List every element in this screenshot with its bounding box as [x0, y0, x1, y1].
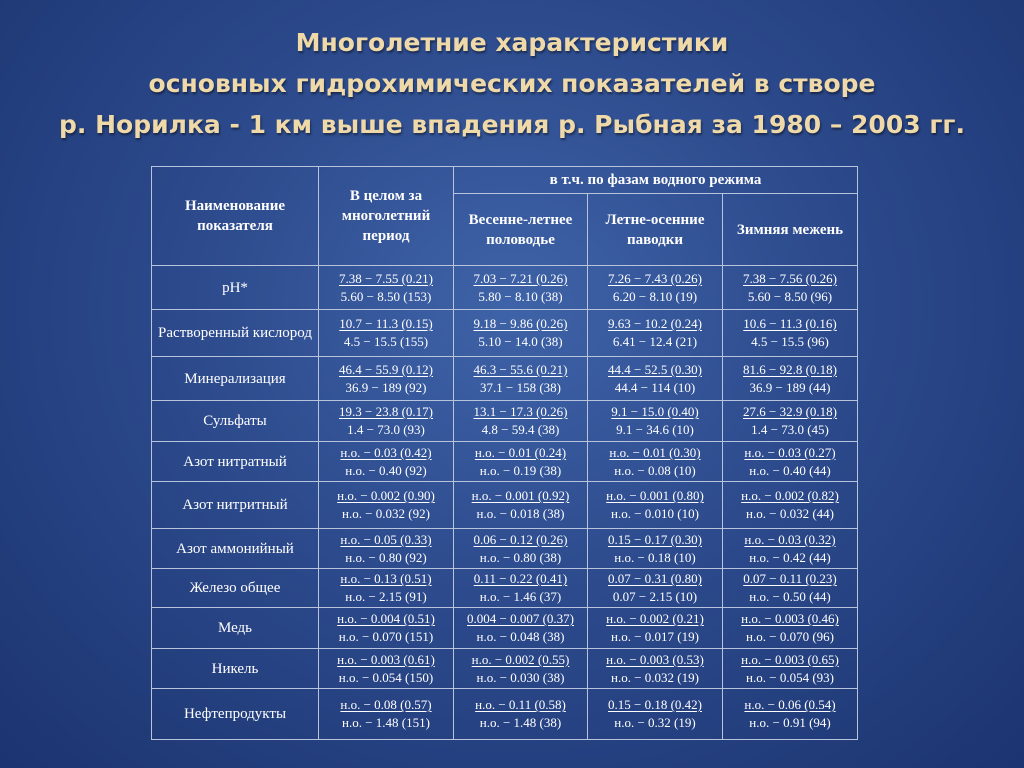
- range-value: н.о. − 0.42 (44): [749, 549, 831, 565]
- value-cell-winter: [723, 401, 858, 442]
- range-value: н.о. − 0.048 (38): [476, 629, 565, 644]
- range-value: н.о. − 0.80 (38): [479, 549, 562, 565]
- range-value: 36.9 − 189 (92): [345, 379, 427, 395]
- value-cell-winter: [723, 608, 858, 649]
- mean-interval-value: н.о. − 0.002 (0.90): [337, 488, 435, 503]
- value-cell-winter: [723, 310, 858, 357]
- value-cell-spring: [454, 266, 588, 310]
- table-body: [152, 266, 858, 740]
- mean-interval-value: н.о. − 0.11 (0.58): [475, 697, 566, 712]
- value-cell-overall: [319, 266, 454, 310]
- value-cell-overall: [319, 569, 454, 608]
- range-value: 5.80 − 8.10 (38): [478, 288, 563, 304]
- value-cell-winter: [723, 266, 858, 310]
- value-cell-winter: [723, 689, 858, 740]
- mean-interval-value: н.о. − 0.001 (0.80): [606, 488, 704, 503]
- mean-interval-value: н.о. − 0.003 (0.53): [606, 651, 704, 667]
- table-row: [152, 569, 858, 608]
- range-value: 5.10 − 14.0 (38): [478, 334, 563, 349]
- value-cell-winter: [723, 482, 858, 529]
- table-row: [152, 482, 858, 529]
- mean-interval-value: н.о. − 0.002 (0.21): [606, 611, 704, 626]
- range-value: 44.4 − 114 (10): [614, 379, 696, 395]
- mean-interval-value: 0.06 − 0.12 (0.26): [473, 531, 568, 547]
- range-value: 36.9 − 189 (44): [749, 379, 831, 395]
- value-cell-overall: [319, 482, 454, 529]
- mean-interval-value: 7.38 − 7.56 (0.26): [743, 270, 838, 286]
- value-cell-summer: [588, 442, 723, 482]
- range-value: 6.20 − 8.10 (19): [612, 288, 698, 304]
- range-value: 4.5 − 15.5 (96): [751, 334, 829, 349]
- mean-interval-value: 27.6 − 32.9 (0.18): [743, 404, 838, 419]
- header-indicator-name: Наименование показателя: [152, 167, 319, 266]
- mean-interval-value: 0.11 − 0.22 (0.41): [473, 571, 568, 586]
- table-row: [152, 401, 858, 442]
- range-value: н.о. − 0.010 (10): [611, 506, 699, 521]
- table-row: [152, 442, 858, 482]
- mean-interval-value: н.о. − 0.003 (0.46): [741, 611, 839, 626]
- range-value: н.о. − 0.08 (10): [614, 462, 696, 478]
- header-summer-autumn-floods: Летне-осенние паводки: [588, 194, 723, 266]
- value-cell-summer: [588, 569, 723, 608]
- mean-interval-value: 46.3 − 55.6 (0.21): [473, 361, 568, 377]
- value-cell-winter: [723, 569, 858, 608]
- mean-interval-value: 81.6 − 92.8 (0.18): [743, 361, 838, 377]
- table-row: [152, 608, 858, 649]
- range-value: н.о. − 0.18 (10): [614, 549, 696, 565]
- title-line-1: Многолетние характеристики: [295, 28, 729, 57]
- indicator-name: Железо общее: [152, 569, 319, 608]
- mean-interval-value: н.о. − 0.13 (0.51): [340, 571, 432, 586]
- mean-interval-value: 9.18 − 9.86 (0.26): [473, 316, 568, 331]
- range-value: 1.4 − 73.0 (93): [347, 422, 425, 437]
- range-value: н.о. − 0.054 (93): [746, 669, 834, 685]
- mean-interval-value: 13.1 − 17.3 (0.26): [473, 404, 568, 419]
- indicator-name: Азот нитритный: [152, 482, 319, 529]
- mean-interval-value: 10.6 − 11.3 (0.16): [743, 316, 837, 331]
- range-value: 37.1 − 158 (38): [480, 379, 561, 395]
- mean-interval-value: н.о. − 0.003 (0.61): [337, 651, 435, 667]
- value-cell-summer: [588, 266, 723, 310]
- mean-interval-value: 19.3 − 23.8 (0.17): [339, 404, 433, 419]
- mean-interval-value: н.о. − 0.05 (0.33): [340, 531, 432, 547]
- table-row: [152, 357, 858, 401]
- mean-interval-value: н.о. − 0.03 (0.42): [340, 444, 432, 460]
- range-value: 4.8 − 59.4 (38): [481, 422, 560, 437]
- value-cell-summer: [588, 608, 723, 649]
- value-cell-spring: [454, 482, 588, 529]
- header-overall-period: В целом за многолетний период: [319, 167, 454, 266]
- indicator-name: Нефтепродукты: [152, 689, 319, 740]
- mean-interval-value: 7.03 − 7.21 (0.26): [473, 270, 568, 286]
- range-value: 6.41 − 12.4 (21): [612, 334, 698, 349]
- mean-interval-value: н.о. − 0.001 (0.92): [471, 488, 570, 503]
- mean-interval-value: н.о. − 0.002 (0.82): [741, 488, 839, 503]
- title-line-3: р. Норилка - 1 км выше впадения р. Рыбная за 1980 – 2003 гг.: [59, 110, 965, 139]
- mean-interval-value: 0.15 − 0.18 (0.42): [608, 697, 702, 712]
- hydrochemistry-table: [151, 166, 858, 740]
- value-cell-overall: [319, 689, 454, 740]
- header-spring-flood: Весенне-летнее половодье: [454, 194, 588, 266]
- mean-interval-value: 46.4 − 55.9 (0.12): [339, 361, 433, 377]
- value-cell-winter: [723, 529, 858, 569]
- range-value: 5.60 − 8.50 (153): [340, 288, 432, 304]
- value-cell-summer: [588, 310, 723, 357]
- range-value: 9.1 − 34.6 (10): [616, 422, 694, 437]
- mean-interval-value: 0.15 − 0.17 (0.30): [608, 531, 702, 547]
- mean-interval-value: 44.4 − 52.5 (0.30): [608, 361, 702, 377]
- title-line-2: основных гидрохимических показателей в створе: [148, 69, 876, 98]
- header-winter-low-water: Зимняя межень: [723, 194, 858, 266]
- value-cell-overall: [319, 529, 454, 569]
- value-cell-summer: [588, 529, 723, 569]
- value-cell-overall: [319, 401, 454, 442]
- mean-interval-value: н.о. − 0.03 (0.32): [744, 531, 836, 547]
- indicator-name: Растворенный кислород: [152, 310, 319, 357]
- mean-interval-value: н.о. − 0.01 (0.30): [609, 444, 701, 460]
- range-value: н.о. − 2.15 (91): [345, 589, 427, 604]
- mean-interval-value: 9.1 − 15.0 (0.40): [611, 404, 699, 419]
- value-cell-winter: [723, 357, 858, 401]
- value-cell-summer: [588, 357, 723, 401]
- mean-interval-value: 10.7 − 11.3 (0.15): [339, 316, 433, 331]
- indicator-name: Минерализация: [152, 357, 319, 401]
- range-value: н.о. − 0.19 (38): [479, 462, 562, 478]
- value-cell-summer: [588, 689, 723, 740]
- value-cell-spring: [454, 310, 588, 357]
- range-value: н.о. − 0.070 (96): [746, 629, 834, 644]
- indicator-name: Никель: [152, 649, 319, 689]
- mean-interval-value: н.о. − 0.002 (0.55): [471, 651, 570, 667]
- mean-interval-value: 7.38 − 7.55 (0.21): [339, 270, 433, 286]
- range-value: н.о. − 1.48 (38): [479, 715, 562, 730]
- header-water-regime-phases: в т.ч. по фазам водного режима: [454, 167, 858, 194]
- value-cell-spring: [454, 689, 588, 740]
- range-value: 1.4 − 73.0 (45): [751, 422, 829, 437]
- mean-interval-value: н.о. − 0.06 (0.54): [744, 697, 836, 712]
- mean-interval-value: 0.07 − 0.11 (0.23): [743, 571, 837, 586]
- table-row: [152, 529, 858, 569]
- value-cell-summer: [588, 649, 723, 689]
- range-value: 5.60 − 8.50 (96): [747, 288, 833, 304]
- range-value: н.о. − 0.50 (44): [749, 589, 831, 604]
- mean-interval-value: 9.63 − 10.2 (0.24): [608, 316, 702, 331]
- value-cell-overall: [319, 310, 454, 357]
- range-value: н.о. − 0.80 (92): [345, 549, 427, 565]
- table-row: [152, 689, 858, 740]
- table-row: [152, 310, 858, 357]
- value-cell-spring: [454, 649, 588, 689]
- indicator-name: pH*: [152, 266, 319, 310]
- indicator-name: Азот нитратный: [152, 442, 319, 482]
- range-value: н.о. − 0.018 (38): [476, 506, 565, 521]
- range-value: н.о. − 1.48 (151): [342, 715, 430, 730]
- value-cell-spring: [454, 529, 588, 569]
- value-cell-winter: [723, 649, 858, 689]
- range-value: н.о. − 0.40 (92): [345, 462, 427, 478]
- mean-interval-value: н.о. − 0.01 (0.24): [474, 444, 567, 460]
- range-value: н.о. − 0.054 (150): [338, 669, 434, 685]
- range-value: н.о. − 0.40 (44): [749, 462, 831, 478]
- value-cell-spring: [454, 608, 588, 649]
- mean-interval-value: 0.004 − 0.007 (0.37): [467, 611, 574, 626]
- mean-interval-value: 7.26 − 7.43 (0.26): [608, 270, 702, 286]
- value-cell-spring: [454, 569, 588, 608]
- range-value: н.о. − 0.032 (19): [611, 669, 699, 685]
- range-value: н.о. − 0.032 (44): [746, 506, 834, 521]
- range-value: н.о. − 0.017 (19): [611, 629, 699, 644]
- value-cell-overall: [319, 608, 454, 649]
- mean-interval-value: 0.07 − 0.31 (0.80): [608, 571, 702, 586]
- indicator-name: Азот аммонийный: [152, 529, 319, 569]
- range-value: н.о. − 0.32 (19): [614, 715, 696, 730]
- value-cell-summer: [588, 401, 723, 442]
- range-value: 0.07 − 2.15 (10): [612, 589, 698, 604]
- range-value: н.о. − 1.46 (37): [479, 589, 562, 604]
- range-value: н.о. − 0.032 (92): [342, 506, 430, 521]
- table-row: [152, 266, 858, 310]
- value-cell-overall: [319, 357, 454, 401]
- value-cell-spring: [454, 442, 588, 482]
- value-cell-overall: [319, 649, 454, 689]
- indicator-name: Медь: [152, 608, 319, 649]
- range-value: н.о. − 0.070 (151): [338, 629, 434, 644]
- value-cell-winter: [723, 442, 858, 482]
- mean-interval-value: н.о. − 0.08 (0.57): [340, 697, 432, 712]
- range-value: н.о. − 0.030 (38): [476, 669, 565, 685]
- value-cell-overall: [319, 442, 454, 482]
- mean-interval-value: н.о. − 0.004 (0.51): [337, 611, 435, 626]
- mean-interval-value: н.о. − 0.03 (0.27): [744, 444, 836, 460]
- mean-interval-value: н.о. − 0.003 (0.65): [741, 651, 839, 667]
- value-cell-spring: [454, 401, 588, 442]
- slide-title: [0, 22, 1024, 145]
- range-value: н.о. − 0.91 (94): [749, 715, 831, 730]
- range-value: 4.5 − 15.5 (155): [343, 334, 429, 349]
- value-cell-summer: [588, 482, 723, 529]
- indicator-name: Сульфаты: [152, 401, 319, 442]
- table-row: [152, 649, 858, 689]
- value-cell-spring: [454, 357, 588, 401]
